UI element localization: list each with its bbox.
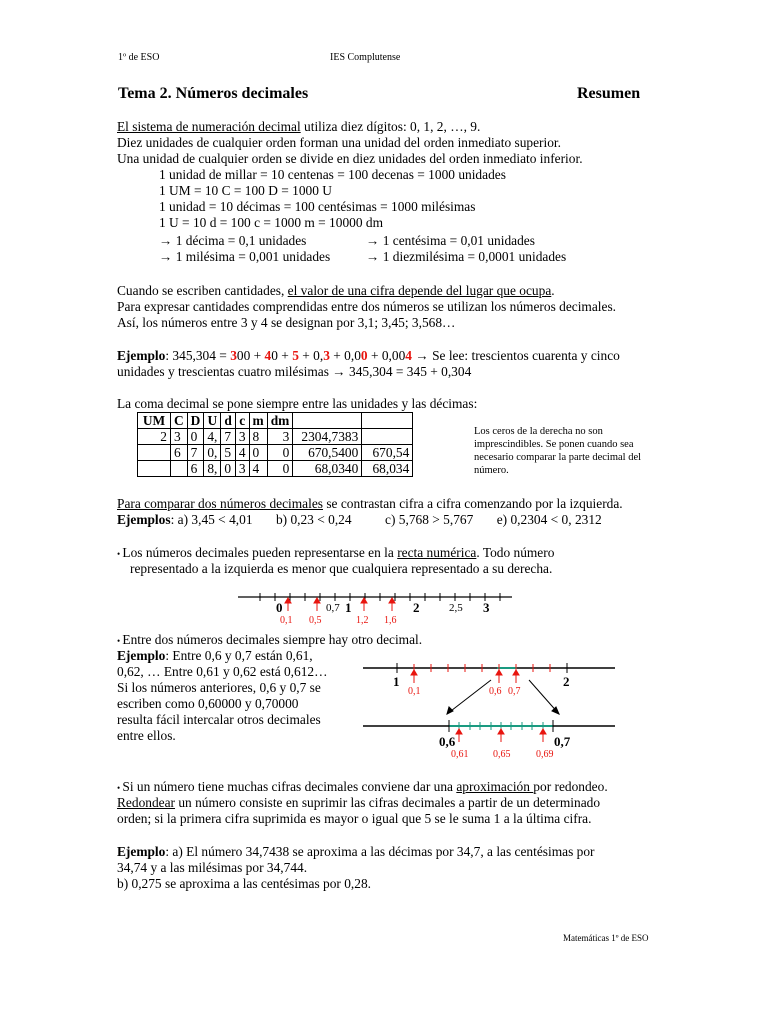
term-compare: Para comparar dos números decimales: [117, 496, 323, 511]
bullet-icon: •: [117, 783, 123, 793]
header-school: IES Complutense: [330, 52, 401, 63]
highlight-digit: 4: [405, 348, 412, 363]
arrow-head: [496, 670, 502, 675]
table-cell: 3: [171, 429, 188, 445]
bullet-icon: •: [117, 636, 123, 646]
table-header: [293, 413, 362, 429]
example-2-line-1: [117, 844, 594, 860]
table-note: Los ceros de la derecha no son imprescindibles. Se ponen cuando sea necesario comparar la parte decimal del número.: [474, 426, 642, 476]
bullet-icon: •: [117, 549, 123, 559]
table-cell: 0,: [204, 445, 221, 461]
red-label-0-1: 0,1: [408, 686, 421, 697]
table-cell: [138, 445, 171, 461]
term-decimal-system: El sistema de numeración decimal: [117, 119, 301, 134]
table-cell: 3: [267, 429, 293, 445]
intro-line-2: Diez unidades de cualquier orden forman una unidad del orden inmediato superior.: [117, 135, 561, 150]
table-header: U: [204, 413, 221, 429]
rounding-line-2-rest: un número consiste en suprimir las cifras decimales a partir de un determinado: [175, 795, 601, 810]
table-cell: 0: [267, 461, 293, 477]
example-text: 00 +: [236, 348, 265, 363]
bullet-2-example-text: : Entre 0,6 y 0,7 están 0,61,: [165, 648, 313, 663]
bullet-between: [117, 632, 422, 649]
bullet-3-text: Si un número tiene muchas cifras decimales conviene dar una: [122, 779, 457, 794]
compare-line-1-rest: se contrastan cifra a cifra comenzando por la izquierda.: [323, 496, 623, 511]
table-cell: 7: [187, 445, 204, 461]
value-line-1-a: Cuando se escriben cantidades,: [117, 283, 288, 298]
table-header: c: [235, 413, 249, 429]
highlight-digit: 4: [264, 348, 272, 363]
bullet-2-text: Entre dos números decimales siempre hay otro decimal.: [122, 632, 423, 647]
label-0: 0: [276, 600, 283, 615]
example-2-line-3: b) 0,275 se aproxima a las centésimas por 0,28.: [117, 876, 371, 891]
bullet-1-end: . Todo número: [476, 545, 555, 560]
page-title: Tema 2. Números decimales: [118, 85, 309, 102]
value-line-2: Para expresar cantidades comprendidas entre dos números se utilizan los números decimales.: [117, 299, 617, 314]
red-label-0-65: 0,65: [493, 749, 511, 760]
table-header: C: [171, 413, 188, 429]
table-row: [138, 461, 413, 477]
label-3: 3: [483, 600, 490, 615]
table-header: [362, 413, 413, 429]
red-label-1-6: 1,6: [384, 615, 397, 626]
label-2-5: 2,5: [449, 602, 463, 614]
equivalence-4: 1 U = 10 d = 100 c = 1000 m = 10000 dm: [159, 215, 383, 230]
example-label: Ejemplo: [117, 844, 166, 859]
table-cell: 3: [235, 461, 249, 477]
label-0-6: 0,6: [439, 734, 456, 749]
red-label-0-1: 0,1: [280, 615, 293, 626]
table-header: dm: [267, 413, 293, 429]
example-text: → Se lee: trescientos cuarenta y cinco: [412, 348, 620, 363]
example-1-line-1: [117, 348, 620, 364]
rounding-line-3: orden; si la primera cifra suprimida es mayor o igual que 5 se le suma 1 a la última cifra.: [117, 811, 592, 826]
table-header: m: [249, 413, 267, 429]
equivalence-3: 1 unidad = 10 décimas = 100 centésimas = 1000 milésimas: [159, 199, 476, 214]
bullet-3-end: por redondeo.: [533, 779, 608, 794]
table-cell: 8: [249, 429, 267, 445]
table-cell: 68,0340: [293, 461, 362, 477]
label-2: 2: [563, 674, 570, 689]
example-text: + 0,: [298, 348, 324, 363]
examples-label: Ejemplos: [117, 512, 171, 527]
arrow-hundredth: → 1 centésima = 0,01 unidades: [366, 233, 535, 248]
highlight-digit: 3: [323, 348, 330, 363]
number-line-1: [230, 586, 520, 628]
rounding-line-2: [117, 795, 600, 811]
bullet-2-line-5: escriben como 0,60000 y 0,70000: [117, 696, 299, 711]
table-cell: [171, 461, 188, 477]
label-0-7: 0,7: [554, 734, 571, 749]
comma-rule: La coma decimal se pone siempre entre las unidades y las décimas:: [117, 396, 478, 411]
table-cell: 0: [267, 445, 293, 461]
arrow-head: [498, 729, 504, 734]
table-cell: 4,: [204, 429, 221, 445]
arrow-head: [447, 707, 453, 714]
arrow-head: [540, 729, 546, 734]
equivalence-1: 1 unidad de millar = 10 centenas = 100 decenas = 1000 unidades: [159, 167, 506, 182]
table-cell: 670,54: [362, 445, 413, 461]
footer: Matemáticas 1º de ESO: [563, 933, 649, 943]
term-place-value: el valor de una cifra depende del lugar que ocupa: [287, 283, 552, 298]
bullet-2-line-7: entre ellos.: [117, 728, 176, 743]
compare-examples-text: : a) 3,45 < 4,01 b) 0,23 < 0,24 c) 5,768 > 5,767 e) 0,2304 < 0, 2312: [170, 512, 602, 527]
table-cell: 670,5400: [293, 445, 362, 461]
table-cell: [362, 429, 413, 445]
table-cell: 2304,7383: [293, 429, 362, 445]
table-header: d: [221, 413, 235, 429]
table-header: D: [187, 413, 204, 429]
label-2: 2: [413, 600, 420, 615]
header-course: 1º de ESO: [118, 52, 160, 63]
example-text: : 345,304 =: [165, 348, 231, 363]
red-label-0-5: 0,5: [309, 615, 322, 626]
bullet-2-example: [117, 648, 313, 664]
compare-examples: [117, 512, 602, 528]
number-line-2: [355, 656, 620, 766]
red-label-0-69: 0,69: [536, 749, 554, 760]
example-text: + 0,00: [367, 348, 406, 363]
red-label-0-61: 0,61: [451, 749, 469, 760]
table-cell: 4: [235, 445, 249, 461]
table-cell: 4: [249, 461, 267, 477]
equivalence-2: 1 UM = 10 C = 100 D = 1000 U: [159, 183, 332, 198]
table-cell: 0: [187, 429, 204, 445]
table-row: [138, 429, 413, 445]
place-value-table: [137, 412, 413, 477]
highlight-digit: 0: [360, 348, 368, 363]
compare-line-1: [117, 496, 623, 512]
intro-line-1: [117, 119, 480, 135]
arrow-head: [456, 729, 462, 734]
label-1: 1: [345, 600, 352, 615]
table-cell: 68,034: [362, 461, 413, 477]
table-cell: 0: [221, 461, 235, 477]
table-row: [138, 445, 413, 461]
bullet-1-text: Los números decimales pueden representarse en la: [122, 545, 398, 560]
table-cell: 0: [249, 445, 267, 461]
table-cell: 5: [221, 445, 235, 461]
arrow-thousandth: → 1 milésima = 0,001 unidades: [159, 249, 331, 264]
bullet-2-line-3: 0,62, … Entre 0,61 y 0,62 está 0,612…: [117, 664, 328, 679]
label-0-7: 0,7: [326, 602, 340, 614]
highlight-digit: 3: [230, 348, 237, 363]
table-cell: 3: [235, 429, 249, 445]
table-header-row: [138, 413, 413, 429]
table-cell: 7: [221, 429, 235, 445]
example-label: Ejemplo: [117, 648, 166, 663]
label-1: 1: [393, 674, 400, 689]
bullet-1-line-2: representado a la izquierda es menor que cualquiera representado a su derecha.: [130, 561, 553, 576]
arrow-ten-thousandth: → 1 diezmilésima = 0,0001 unidades: [366, 249, 567, 264]
bullet-2-line-4: Si los números anteriores, 0,6 y 0,7 se: [117, 680, 321, 695]
bullet-rounding: [117, 779, 608, 796]
value-line-1: [117, 283, 555, 299]
arrow-head: [389, 598, 395, 603]
bullet-2-line-6: resulta fácil intercalar otros decimales: [117, 712, 321, 727]
example-text: 0 +: [271, 348, 293, 363]
table-cell: 6: [187, 461, 204, 477]
term-number-line: recta numérica: [397, 545, 477, 560]
arrow-head: [314, 598, 320, 603]
table-cell: 2: [138, 429, 171, 445]
example-label: Ejemplo: [117, 348, 166, 363]
example-2-text: : a) El número 34,7438 se aproxima a las décimas por 34,7, a las centésimas por: [165, 844, 595, 859]
zoom-arrow-left: [447, 680, 491, 714]
table-cell: 6: [171, 445, 188, 461]
table-cell: [138, 461, 171, 477]
example-text: + 0,0: [329, 348, 361, 363]
term-approximation: aproximación: [456, 779, 534, 794]
intro-line-1-rest: utiliza diez dígitos: 0, 1, 2, …, 9.: [300, 119, 481, 134]
intro-line-3: Una unidad de cualquier orden se divide en diez unidades del orden inmediato inferior.: [117, 151, 583, 166]
red-label-1-2: 1,2: [356, 615, 369, 626]
example-1-line-2: unidades y trescientas cuatro milésimas → 345,304 = 345 + 0,304: [117, 364, 472, 379]
arrow-head: [411, 670, 417, 675]
arrow-tenth: → 1 décima = 0,1 unidades: [159, 233, 307, 248]
value-line-3: Así, los números entre 3 y 4 se designan por 3,1; 3,45; 3,568…: [117, 315, 456, 330]
highlight-digit: 5: [292, 348, 299, 363]
value-line-1-end: .: [551, 283, 555, 298]
red-label-0-6: 0,6: [489, 686, 502, 697]
table-cell: 8,: [204, 461, 221, 477]
arrow-head: [361, 598, 367, 603]
bullet-number-line: [117, 545, 554, 562]
arrow-head: [552, 707, 559, 714]
term-round: Redondear: [117, 795, 176, 810]
example-2-line-2: 34,74 y a las milésimas por 34,744.: [117, 860, 308, 875]
page-title-right: Resumen: [577, 85, 641, 102]
arrow-head: [513, 670, 519, 675]
table-header: UM: [138, 413, 171, 429]
red-label-0-7: 0,7: [508, 686, 521, 697]
